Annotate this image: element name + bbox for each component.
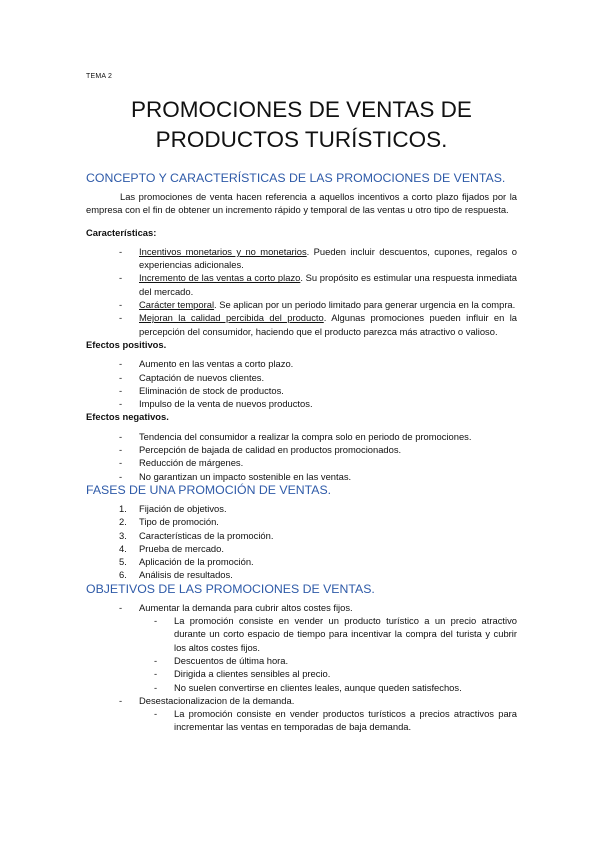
- efectos-positivos-list: [86, 357, 517, 410]
- section-heading-concepto: CONCEPTO Y CARACTERÍSTICAS DE LAS PROMOCIONES DE VENTAS.: [86, 171, 506, 185]
- section-heading-objetivos: OBJETIVOS DE LAS PROMOCIONES DE VENTAS.: [86, 581, 375, 596]
- list-item-underlined: Incremento de las ventas a corto plazo: [139, 272, 301, 284]
- list-item: - Percepción de bajada de calidad en productos promocionados.: [86, 443, 517, 456]
- list-item-text: Características de la promoción.: [139, 529, 274, 541]
- list-item-text: Tipo de promoción.: [139, 516, 219, 528]
- list-item-underlined: Carácter temporal: [139, 299, 215, 311]
- list-item: [86, 245, 517, 272]
- list-item: - La promoción consiste en vender un producto turístico a un precio atractivo durante un corto espacio de tiempo para incentivar la compra del turista y cubrir los altos costes fijos.: [86, 614, 517, 654]
- list-item: [86, 555, 517, 568]
- list-number: 4.: [119, 542, 127, 554]
- list-item: [86, 568, 517, 581]
- list-item: [86, 311, 517, 338]
- list-item-text: Desestacionalizacion de la demanda.: [139, 694, 295, 706]
- list-item-text: . Su propósito es estimular una respuesta inmediata del mercado.: [139, 272, 517, 297]
- caracteristicas-label: Características:: [86, 226, 157, 238]
- list-number: 2.: [119, 516, 127, 528]
- list-item-text: Fijación de objetivos.: [139, 502, 227, 514]
- fases-list: [86, 502, 517, 582]
- efectos-negativos-label: Efectos negativos.: [86, 411, 169, 423]
- list-item: - Impulso de la venta de nuevos productos.: [86, 397, 517, 410]
- list-item-text: . Pueden incluir descuentos, cupones, regalos o experiencias adicionales.: [139, 245, 517, 271]
- caracteristicas-list: [86, 245, 517, 338]
- tema-label: TEMA 2: [86, 73, 113, 80]
- list-number: 5.: [119, 556, 127, 568]
- list-item-text: Aumentar la demanda para cubrir altos costes fijos.: [139, 601, 353, 613]
- list-item-text: . Se aplican por un periodo limitado para generar urgencia en la compra.: [214, 299, 516, 311]
- list-item-underlined: Mejoran la calidad percibida del producto: [139, 312, 324, 324]
- list-item: [86, 298, 517, 311]
- list-number: 1.: [119, 502, 127, 514]
- list-item: - Eliminación de stock de productos.: [86, 384, 517, 397]
- title-line-2: PRODUCTOS TURÍSTICOS.: [155, 127, 448, 152]
- list-item-text: Análisis de resultados.: [139, 569, 233, 581]
- list-item: - Descuentos de última hora.: [86, 654, 517, 667]
- document-title: [86, 95, 517, 155]
- list-item: - No garantizan un impacto sostenible en las ventas.: [86, 470, 517, 483]
- list-item: [86, 515, 517, 528]
- title-line-1: PROMOCIONES DE VENTAS DE: [131, 97, 472, 122]
- list-item: - Captación de nuevos clientes.: [86, 371, 517, 384]
- efectos-positivos-label: Efectos positivos.: [86, 338, 167, 350]
- objetivos-list: [86, 601, 517, 734]
- list-item: - Aumento en las ventas a corto plazo.: [86, 357, 517, 370]
- intro-paragraph: Las promociones de venta hacen referencia a aquellos incentivos a corto plazo fijados por la empresa con el fin de obtener un incremento rápido y temporal de las ventas u otro tipo de respuesta.: [86, 191, 517, 216]
- section-heading-fases: FASES DE UNA PROMOCIÓN DE VENTAS.: [86, 482, 332, 497]
- list-item: [86, 542, 517, 555]
- objetivo-sub-list: [86, 707, 517, 734]
- list-item-text: Prueba de mercado.: [139, 542, 224, 554]
- list-item: - Dirigida a clientes sensibles al precio.: [86, 667, 517, 680]
- list-item: [86, 601, 517, 694]
- list-item: [86, 529, 517, 542]
- list-item: [86, 694, 517, 734]
- list-item: - Reducción de márgenes.: [86, 456, 517, 469]
- list-number: 3.: [119, 529, 127, 541]
- list-item-text: . Algunas promociones pueden influir en la percepción del consumidor, haciendo que el producto parezca más atractivo o valioso.: [139, 312, 517, 337]
- list-item: - No suelen convertirse en clientes leales, aunque queden satisfechos.: [86, 681, 517, 694]
- list-item: - La promoción consiste en vender productos turísticos a precios atractivos para incrementar las ventas en temporadas de baja demanda.: [86, 707, 517, 734]
- list-item-text: Aplicación de la promoción.: [139, 556, 254, 568]
- efectos-negativos-list: [86, 430, 517, 483]
- list-item: [86, 271, 517, 298]
- list-number: 6.: [119, 569, 127, 581]
- list-item: [86, 502, 517, 515]
- list-item: - Tendencia del consumidor a realizar la compra solo en periodo de promociones.: [86, 430, 517, 443]
- objetivo-sub-list: [86, 614, 517, 694]
- list-item-underlined: Incentivos monetarios y no monetarios: [139, 245, 307, 257]
